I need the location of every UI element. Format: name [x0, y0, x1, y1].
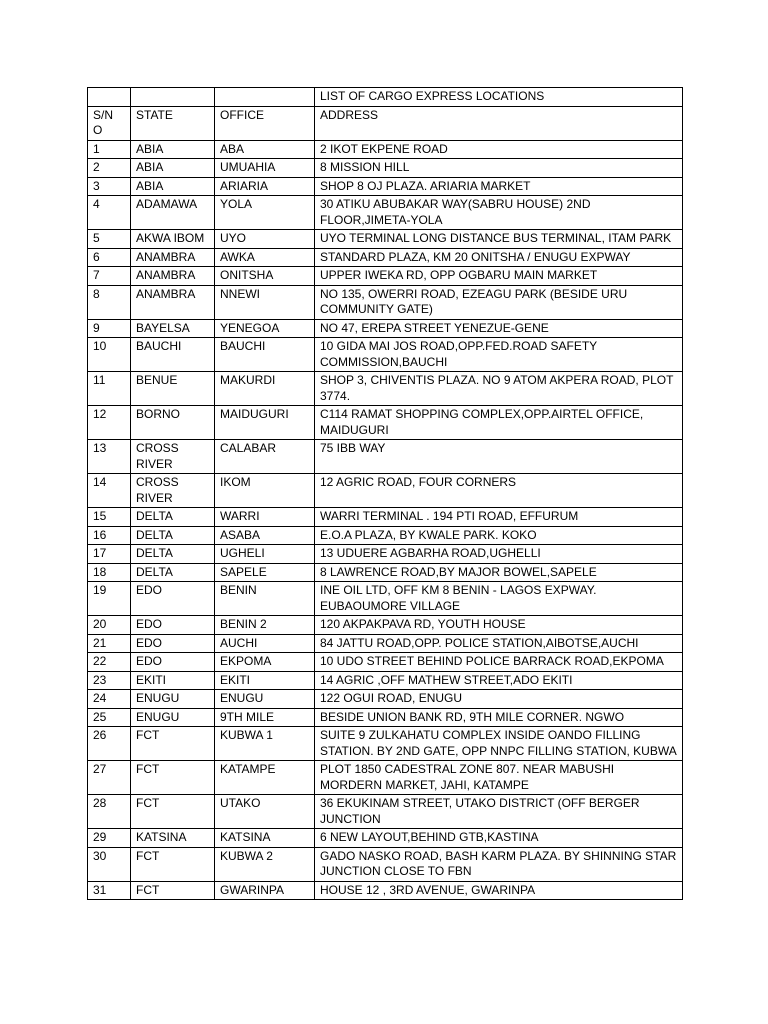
cell-office: BAUCHI — [215, 338, 315, 372]
cell-sno: 30 — [88, 847, 131, 881]
cell-state: ANAMBRA — [131, 285, 215, 319]
cell-state: BAUCHI — [131, 338, 215, 372]
cell-office: BENIN — [215, 582, 315, 616]
table-row — [88, 727, 683, 761]
cell-state: DELTA — [131, 563, 215, 582]
table-row — [88, 248, 683, 267]
cell-address: 84 JATTU ROAD,OPP. POLICE STATION,AIBOTSE,AUCHI — [315, 634, 683, 653]
cell-office: UYO — [215, 230, 315, 249]
cell-address: GADO NASKO ROAD, BASH KARM PLAZA. BY SHINNING STAR JUNCTION CLOSE TO FBN — [315, 847, 683, 881]
table-row — [88, 526, 683, 545]
cell-address: 10 GIDA MAI JOS ROAD,OPP.FED.ROAD SAFETY COMMISSION,BAUCHI — [315, 338, 683, 372]
cell-sno: 17 — [88, 545, 131, 564]
cell-state: CROSS RIVER — [131, 440, 215, 474]
cell-sno: 29 — [88, 829, 131, 848]
cell-address: SHOP 3, CHIVENTIS PLAZA. NO 9 ATOM AKPERA ROAD, PLOT 3774. — [315, 372, 683, 406]
cell-address: HOUSE 12 , 3RD AVENUE, GWARINPA — [315, 881, 683, 900]
cell-office: WARRI — [215, 508, 315, 527]
cell-sno: 11 — [88, 372, 131, 406]
table-title: LIST OF CARGO EXPRESS LOCATIONS — [315, 88, 683, 107]
cell-sno: 3 — [88, 177, 131, 196]
cell-state: EDO — [131, 653, 215, 672]
cell-state: FCT — [131, 795, 215, 829]
cell-address: 122 OGUI ROAD, ENUGU — [315, 690, 683, 709]
cell-address: PLOT 1850 CADESTRAL ZONE 807. NEAR MABUSHI MORDERN MARKET, JAHI, KATAMPE — [315, 761, 683, 795]
table-row — [88, 653, 683, 672]
cell-office: MAKURDI — [215, 372, 315, 406]
cell-sno: 6 — [88, 248, 131, 267]
cell-sno: 12 — [88, 406, 131, 440]
cell-address: 36 EKUKINAM STREET, UTAKO DISTRICT (OFF BERGER JUNCTION — [315, 795, 683, 829]
table-row — [88, 847, 683, 881]
table-row — [88, 440, 683, 474]
cell-state: ABIA — [131, 159, 215, 178]
cell-state: ADAMAWA — [131, 196, 215, 230]
table-body — [88, 88, 683, 900]
cell-office: ARIARIA — [215, 177, 315, 196]
cell-address: NO 135, OWERRI ROAD, EZEAGU PARK (BESIDE URU COMMUNITY GATE) — [315, 285, 683, 319]
cell-address: C114 RAMAT SHOPPING COMPLEX,OPP.AIRTEL OFFICE, MAIDUGURI — [315, 406, 683, 440]
header-sno: S/N O — [88, 106, 131, 140]
cell-office: YOLA — [215, 196, 315, 230]
table-row — [88, 545, 683, 564]
table-row — [88, 690, 683, 709]
table-row — [88, 829, 683, 848]
title-row — [88, 88, 683, 107]
cell-office: CALABAR — [215, 440, 315, 474]
cell-sno: 27 — [88, 761, 131, 795]
cell-address: 30 ATIKU ABUBAKAR WAY(SABRU HOUSE) 2ND FLOOR,JIMETA-YOLA — [315, 196, 683, 230]
cell-state: EDO — [131, 582, 215, 616]
cell-state: EDO — [131, 616, 215, 635]
cell-sno: 15 — [88, 508, 131, 527]
cell-office: EKPOMA — [215, 653, 315, 672]
cell-address: E.O.A PLAZA, BY KWALE PARK. KOKO — [315, 526, 683, 545]
cell-office: EKITI — [215, 671, 315, 690]
cell-address: SUITE 9 ZULKAHATU COMPLEX INSIDE OANDO FILLING STATION. BY 2ND GATE, OPP NNPC FILLING STATION, KUBWA — [315, 727, 683, 761]
cell-office: AWKA — [215, 248, 315, 267]
cell-sno: 1 — [88, 140, 131, 159]
cell-state: ABIA — [131, 140, 215, 159]
cell-state: FCT — [131, 881, 215, 900]
cell-state: ENUGU — [131, 708, 215, 727]
cell-address: SHOP 8 OJ PLAZA. ARIARIA MARKET — [315, 177, 683, 196]
cell-office: KUBWA 2 — [215, 847, 315, 881]
cell-state: ANAMBRA — [131, 267, 215, 286]
cell-address: NO 47, EREPA STREET YENEZUE-GENE — [315, 319, 683, 338]
cell-office: KUBWA 1 — [215, 727, 315, 761]
cell-address: 120 AKPAKPAVA RD, YOUTH HOUSE — [315, 616, 683, 635]
table-row — [88, 582, 683, 616]
cell-sno: 19 — [88, 582, 131, 616]
table-row — [88, 671, 683, 690]
cell-state: ENUGU — [131, 690, 215, 709]
cell-sno: 28 — [88, 795, 131, 829]
cell-office: ONITSHA — [215, 267, 315, 286]
cell-address: 6 NEW LAYOUT,BEHIND GTB,KASTINA — [315, 829, 683, 848]
cell-state: AKWA IBOM — [131, 230, 215, 249]
cell-office: KATAMPE — [215, 761, 315, 795]
cell-office: ENUGU — [215, 690, 315, 709]
table-row — [88, 159, 683, 178]
cell-address: 8 MISSION HILL — [315, 159, 683, 178]
cell-state: DELTA — [131, 526, 215, 545]
table-row — [88, 795, 683, 829]
cell-address: 8 LAWRENCE ROAD,BY MAJOR BOWEL,SAPELE — [315, 563, 683, 582]
title-cell-empty — [131, 88, 215, 107]
cell-state: BAYELSA — [131, 319, 215, 338]
cell-state: BORNO — [131, 406, 215, 440]
cell-office: AUCHI — [215, 634, 315, 653]
cell-address: UPPER IWEKA RD, OPP OGBARU MAIN MARKET — [315, 267, 683, 286]
cell-sno: 26 — [88, 727, 131, 761]
cell-address: 13 UDUERE AGBARHA ROAD,UGHELLI — [315, 545, 683, 564]
table-row — [88, 285, 683, 319]
cell-office: UMUAHIA — [215, 159, 315, 178]
cell-address: 10 UDO STREET BEHIND POLICE BARRACK ROAD,EKPOMA — [315, 653, 683, 672]
cell-office: YENEGOA — [215, 319, 315, 338]
cell-sno: 22 — [88, 653, 131, 672]
table-row — [88, 474, 683, 508]
table-row — [88, 372, 683, 406]
cell-address: 75 IBB WAY — [315, 440, 683, 474]
cell-office: UGHELI — [215, 545, 315, 564]
table-row — [88, 406, 683, 440]
table-row — [88, 177, 683, 196]
table-row — [88, 881, 683, 900]
table-row — [88, 338, 683, 372]
cell-address: UYO TERMINAL LONG DISTANCE BUS TERMINAL, ITAM PARK — [315, 230, 683, 249]
table-row — [88, 616, 683, 635]
header-row — [88, 106, 683, 140]
cell-address: 12 AGRIC ROAD, FOUR CORNERS — [315, 474, 683, 508]
cell-sno: 8 — [88, 285, 131, 319]
cell-sno: 5 — [88, 230, 131, 249]
title-cell-empty — [215, 88, 315, 107]
cell-sno: 20 — [88, 616, 131, 635]
cell-sno: 18 — [88, 563, 131, 582]
cell-sno: 2 — [88, 159, 131, 178]
cell-state: FCT — [131, 847, 215, 881]
cell-sno: 4 — [88, 196, 131, 230]
cell-address: WARRI TERMINAL . 194 PTI ROAD, EFFURUM — [315, 508, 683, 527]
cell-sno: 13 — [88, 440, 131, 474]
header-address: ADDRESS — [315, 106, 683, 140]
cell-state: EDO — [131, 634, 215, 653]
table-row — [88, 708, 683, 727]
table-row — [88, 761, 683, 795]
cargo-locations-table — [87, 87, 683, 900]
cell-address: 14 AGRIC ,OFF MATHEW STREET,ADO EKITI — [315, 671, 683, 690]
cell-state: KATSINA — [131, 829, 215, 848]
cell-sno: 21 — [88, 634, 131, 653]
cell-office: BENIN 2 — [215, 616, 315, 635]
cell-office: SAPELE — [215, 563, 315, 582]
cell-sno: 23 — [88, 671, 131, 690]
table-row — [88, 230, 683, 249]
cell-address: STANDARD PLAZA, KM 20 ONITSHA / ENUGU EXPWAY — [315, 248, 683, 267]
header-state: STATE — [131, 106, 215, 140]
header-office: OFFICE — [215, 106, 315, 140]
cell-office: ABA — [215, 140, 315, 159]
cell-office: KATSINA — [215, 829, 315, 848]
cell-state: CROSS RIVER — [131, 474, 215, 508]
table-row — [88, 140, 683, 159]
cell-sno: 31 — [88, 881, 131, 900]
cell-office: IKOM — [215, 474, 315, 508]
cell-sno: 24 — [88, 690, 131, 709]
cell-state: BENUE — [131, 372, 215, 406]
cell-office: ASABA — [215, 526, 315, 545]
cell-office: 9TH MILE — [215, 708, 315, 727]
cell-sno: 9 — [88, 319, 131, 338]
cell-state: ANAMBRA — [131, 248, 215, 267]
table-row — [88, 267, 683, 286]
cell-sno: 10 — [88, 338, 131, 372]
table-row — [88, 196, 683, 230]
title-cell-empty — [88, 88, 131, 107]
cell-office: NNEWI — [215, 285, 315, 319]
cell-address: 2 IKOT EKPENE ROAD — [315, 140, 683, 159]
cell-office: GWARINPA — [215, 881, 315, 900]
cell-state: FCT — [131, 727, 215, 761]
table-row — [88, 508, 683, 527]
cell-sno: 14 — [88, 474, 131, 508]
cell-sno: 7 — [88, 267, 131, 286]
cell-state: FCT — [131, 761, 215, 795]
cell-state: EKITI — [131, 671, 215, 690]
table-row — [88, 563, 683, 582]
cell-sno: 16 — [88, 526, 131, 545]
table-row — [88, 319, 683, 338]
cell-sno: 25 — [88, 708, 131, 727]
cell-address: INE OIL LTD, OFF KM 8 BENIN - LAGOS EXPWAY. EUBAOUMORE VILLAGE — [315, 582, 683, 616]
cell-office: MAIDUGURI — [215, 406, 315, 440]
table-row — [88, 634, 683, 653]
cell-state: DELTA — [131, 508, 215, 527]
cell-address: BESIDE UNION BANK RD, 9TH MILE CORNER. NGWO — [315, 708, 683, 727]
cell-state: ABIA — [131, 177, 215, 196]
cell-office: UTAKO — [215, 795, 315, 829]
cell-state: DELTA — [131, 545, 215, 564]
